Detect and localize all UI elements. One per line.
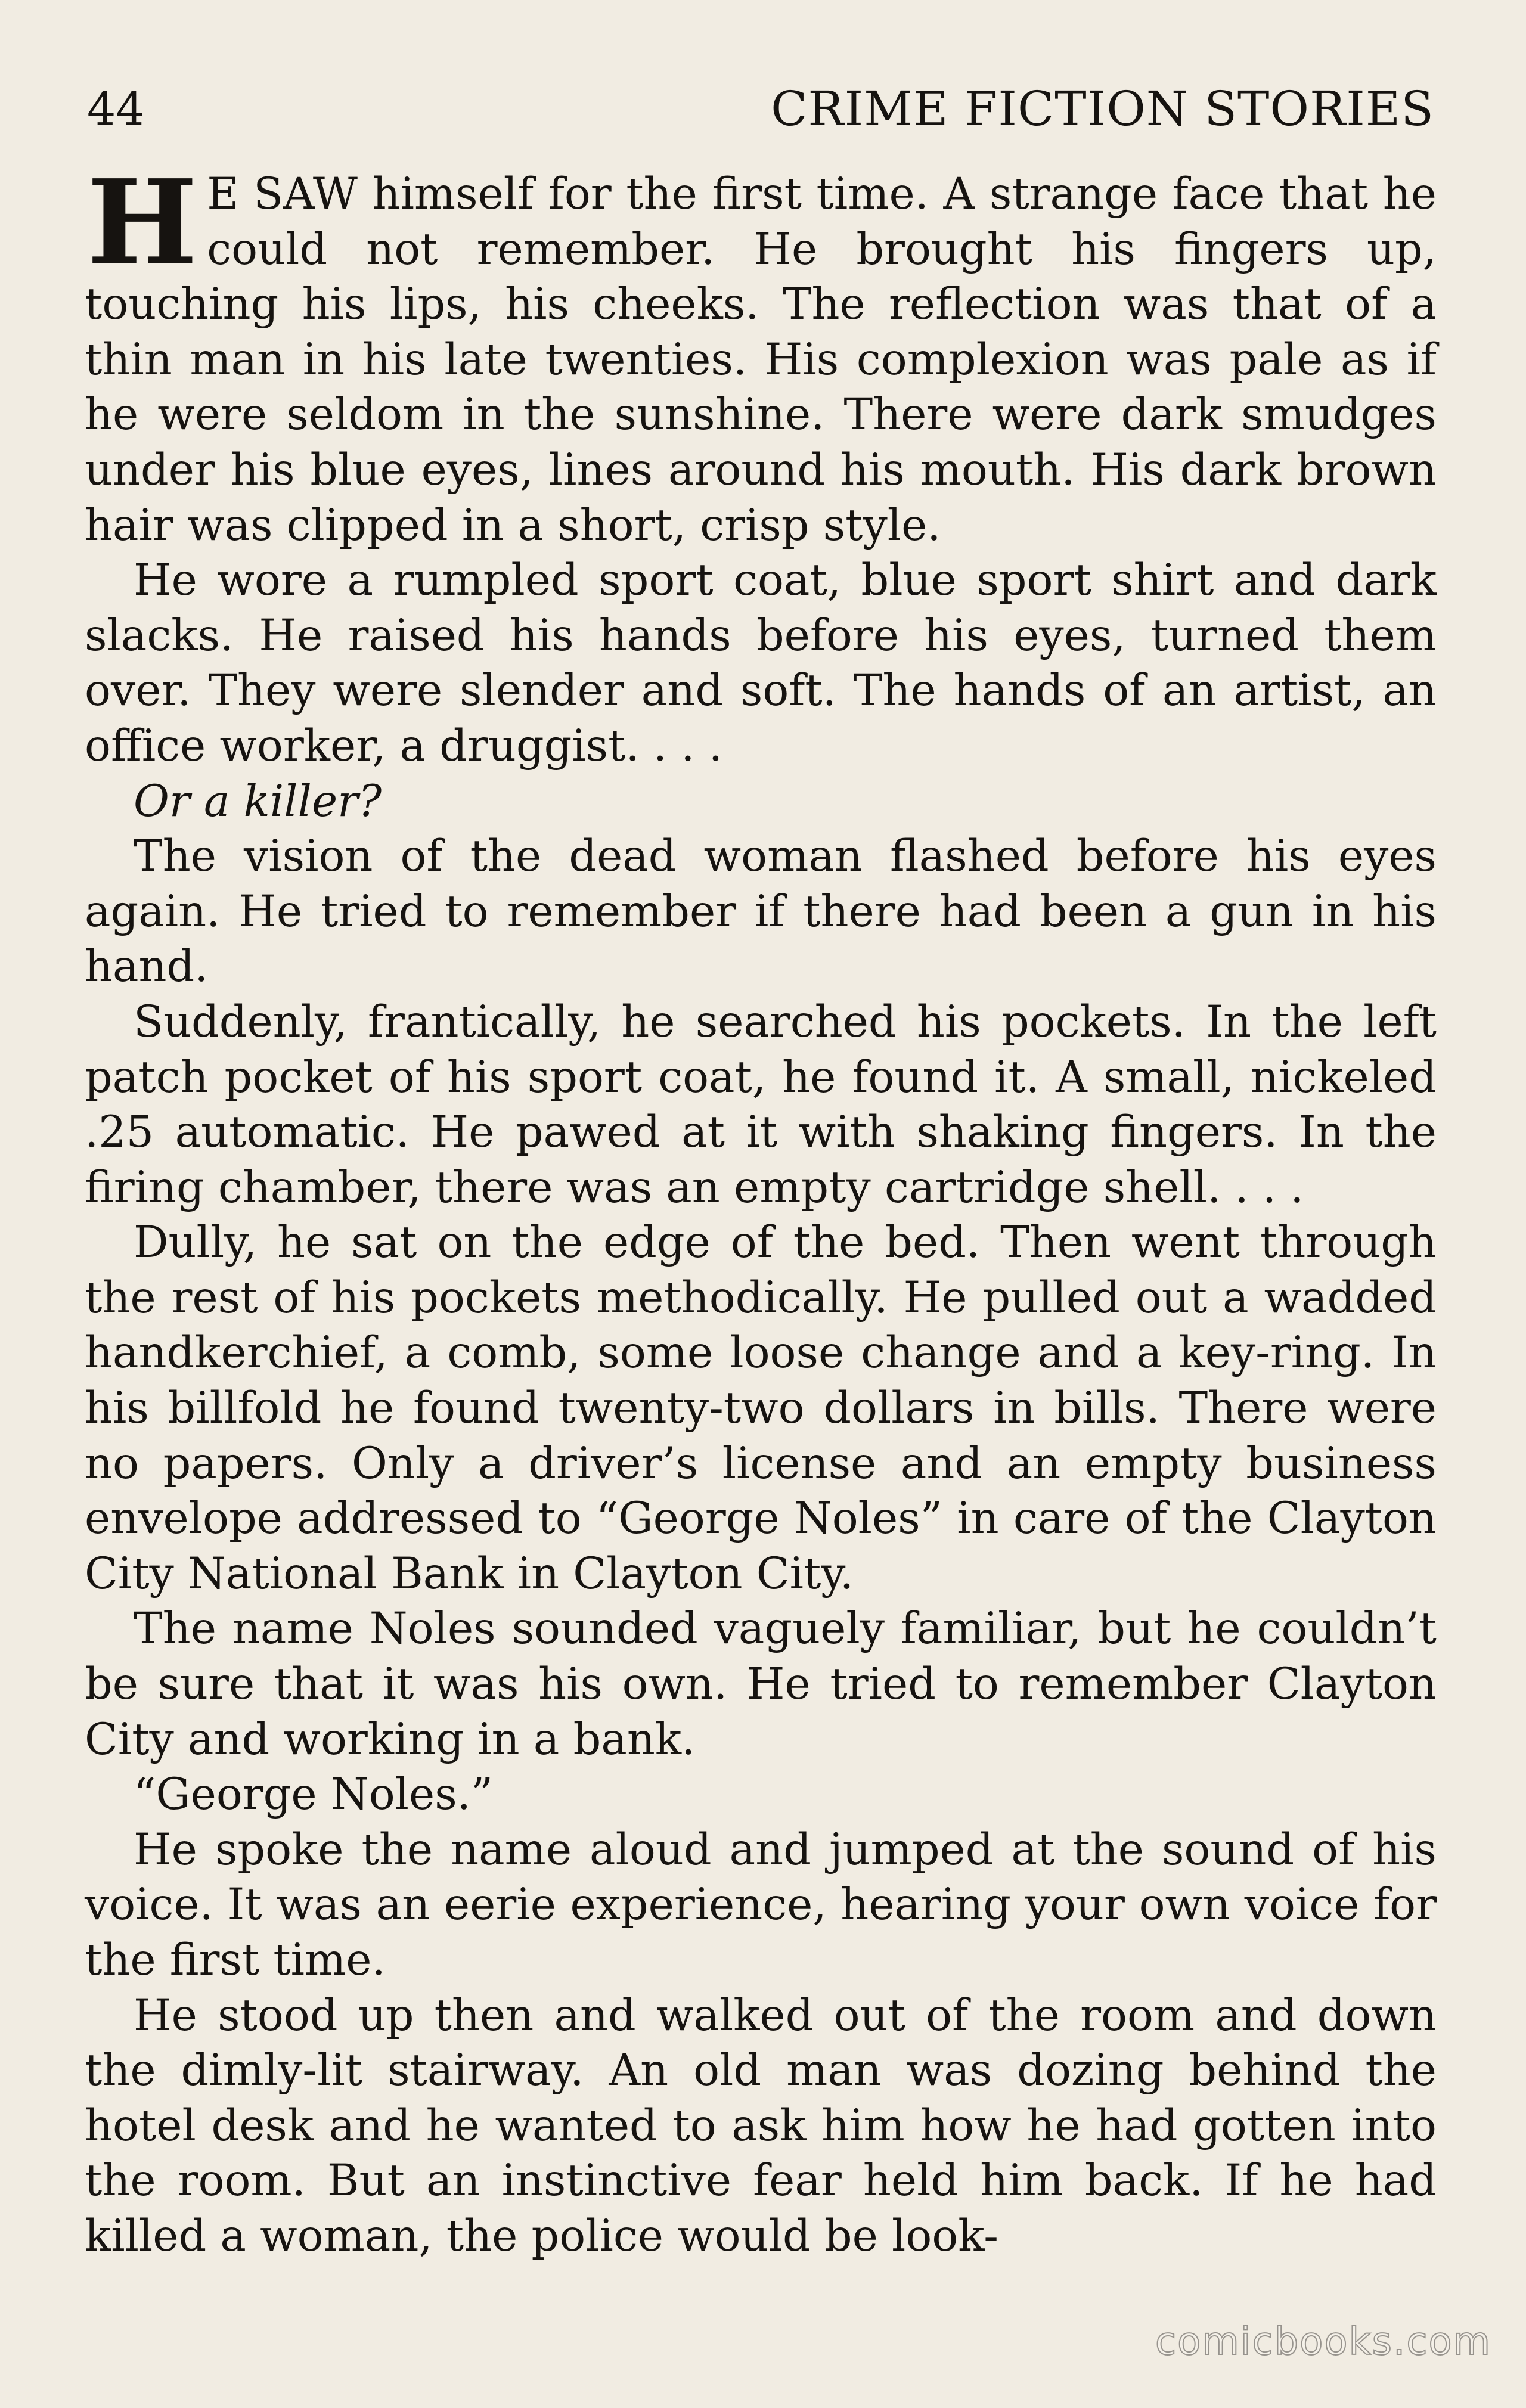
- story-paragraph-5: Suddenly, frantically, he searched his pockets. In the left patch pocket of his sport coat, he found it. A small, nickeled .25 automatic. He pawed at it with shaking fingers. In the firing chamber, there was an empty cartridge shell. . . .: [85, 996, 1437, 1213]
- story-paragraph-9: He spoke the name aloud and jumped at the sound of his voice. It was an eerie experience, hearing your own voice for the first time.: [85, 1824, 1437, 1985]
- running-title: CRIME FICTION STORIES: [771, 81, 1434, 136]
- drop-cap-letter: H: [87, 154, 194, 291]
- story-paragraph-3: Or a killer?: [134, 775, 382, 827]
- story-paragraph-2: He wore a rumpled sport coat, blue sport shirt and dark slacks. He raised his hands before his eyes, turned them over. They were slender and soft. The hands of an artist, an office worker, a druggist. . . .: [85, 555, 1437, 771]
- story-paragraph-8: “George Noles.”: [134, 1769, 494, 1820]
- page-number: 44: [87, 82, 145, 135]
- story-paragraph-7: The name Noles sounded vaguely familiar, but he couldn’t be sure that it was his own. He tried to remember Clayton City and working in a bank.: [85, 1603, 1437, 1765]
- story-paragraph-10: He stood up then and walked out of the room and down the dimly-lit stairway. An old man was dozing behind the hotel desk and he wanted to ask him how he had gotten into the room. But an instinctive fear held him back. If he had killed a woman, the police would be look-: [85, 1990, 1437, 2261]
- story-text: [85, 154, 1437, 2264]
- watermark-text: comicbooks.com: [1155, 2320, 1491, 2364]
- story-paragraph-1-text: E SAW himself for the first time. A strange face that he could not remember. He brought his fingers up, touching his lips, his cheeks. The reflection was that of a thin man in his late twenties. His complexion was pale as if he were seldom in the sunshine. There were dark smudges under his blue eyes, lines around his mouth. His dark brown hair was clipped in a short, crisp style.: [85, 169, 1437, 551]
- story-paragraph-6: Dully, he sat on the edge of the bed. Then went through the rest of his pockets methodically. He pulled out a wadded handkerchief, a comb, some loose change and a key-ring. In his billfold he found twenty-two dollars in bills. There were no papers. Only a driver’s license and an empty business envelope addressed to “George Noles” in care of the Clayton City National Bank in Clayton City.: [85, 1217, 1437, 1599]
- story-paragraph-1: [85, 154, 1437, 553]
- page-header: [87, 76, 1434, 142]
- story-paragraph-4: The vision of the dead woman flashed before his eyes again. He tried to remember if there had been a gun in his hand.: [85, 831, 1437, 992]
